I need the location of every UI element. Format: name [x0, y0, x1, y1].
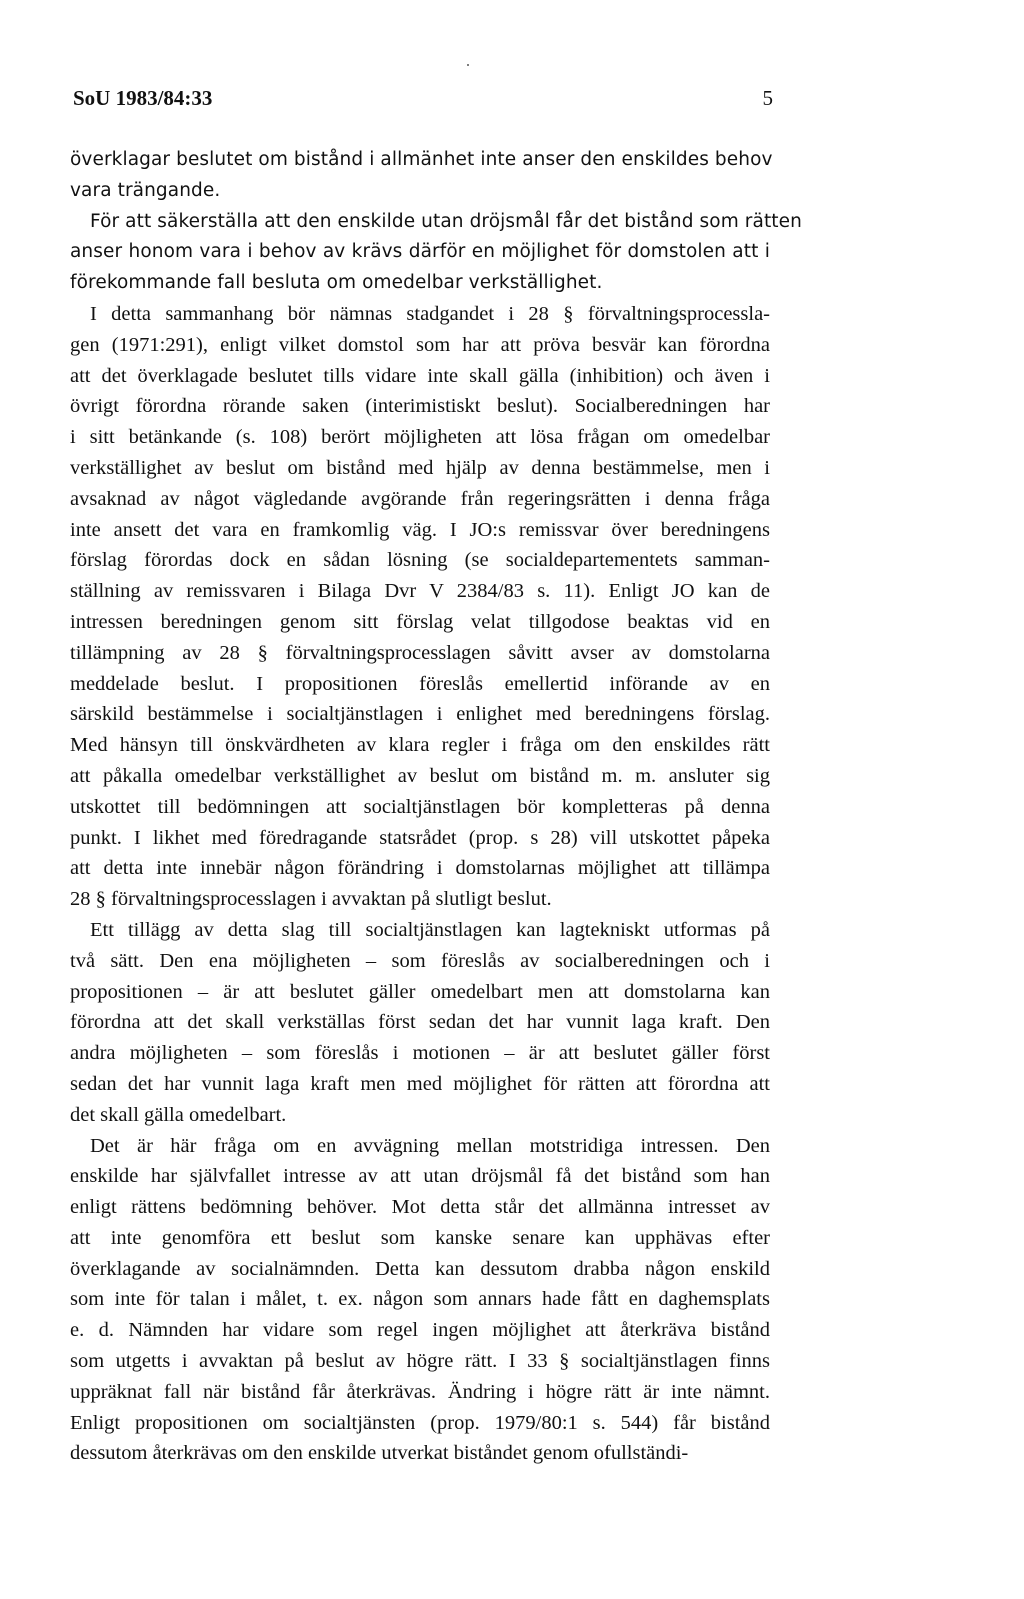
text-line: enskilde har självfallet intresse av att utan dröjsmål få det bistånd som han	[70, 1165, 770, 1188]
text-line: som inte för talan i målet, t. ex. någon som annars hade fått en daghemsplats	[70, 1288, 770, 1311]
text-line: ställning av remissvaren i Bilaga Dvr V 2384/83 s. 11). Enligt JO kan de	[70, 580, 770, 603]
text-line: enligt rättens bedömning behöver. Mot detta står det allmänna intresset av	[70, 1196, 770, 1219]
paragraph	[70, 299, 770, 915]
text-line: propositionen – är att beslutet gäller omedelbart men att domstolarna kan	[70, 980, 770, 1003]
text-line: avsaknad av något vägledande avgörande från regeringsrätten i denna fråga	[70, 487, 770, 510]
text-line: vara trängande.	[70, 179, 221, 201]
text-line: I detta sammanhang bör nämnas stadgandet i 28 § förvaltningsprocessla-	[90, 302, 770, 325]
text-line: förordna att det skall verkställas först sedan det har vunnit laga kraft. Den	[70, 1011, 770, 1034]
document-body	[70, 145, 802, 1469]
text-line: Ett tillägg av detta slag till socialtjänstlagen kan lagtekniskt utformas på	[90, 918, 770, 941]
text-line: uppräknat fall när bistånd får återkrävas. Ändring i högre rätt är inte nämnt.	[70, 1380, 770, 1403]
text-line: som utgetts i avvaktan på beslut av högre rätt. I 33 § socialtjänstlagen finns	[70, 1350, 770, 1373]
text-line: För att säkerställa att den enskilde utan dröjsmål får det bistånd som rätten	[90, 210, 802, 232]
scan-speck	[467, 64, 469, 66]
text-line: dessutom återkrävas om den enskilde utverkat biståndet genom ofullständi-	[70, 1442, 689, 1465]
text-line: att det överklagade beslutet tills vidare inte skall gälla (inhibition) och även i	[70, 364, 770, 387]
text-line: andra möjligheten – som föreslås i motionen – är att beslutet gäller först	[70, 1042, 770, 1065]
document-identifier: SoU 1983/84:33	[73, 86, 213, 110]
text-line: i sitt betänkande (s. 108) berört möjligheten att lösa frågan om omedelbar	[70, 426, 770, 449]
text-line: det skall gälla omedelbart.	[70, 1103, 287, 1126]
text-line: Det är här fråga om en avvägning mellan motstridiga intressen. Den	[90, 1134, 770, 1157]
text-line: meddelade beslut. I propositionen föreslås emellertid införande av en	[70, 672, 770, 695]
text-line: förekommande fall besluta om omedelbar verkställighet.	[70, 272, 603, 294]
text-line: överklagar beslutet om bistånd i allmänhet inte anser den enskildes behov	[70, 149, 773, 170]
text-line: intressen beredningen genom sitt förslag velat tillgodose beaktas vid en	[70, 610, 770, 633]
text-line: gen (1971:291), enligt vilket domstol som har att pröva besvär kan förordna	[70, 333, 770, 356]
text-line: två sätt. Den ena möjligheten – som föreslås av socialberedningen och i	[70, 949, 770, 972]
text-line: att inte genomföra ett beslut som kanske senare kan upphävas efter	[70, 1226, 770, 1249]
text-line: verkställighet av beslut om bistånd med hjälp av denna bestämmelse, men i	[70, 456, 770, 479]
text-line: tillämpning av 28 § förvaltningsprocesslagen såvitt avser av domstolarna	[70, 641, 770, 664]
text-line: förslag förordas dock en sådan lösning (se socialdepartementets samman-	[70, 549, 770, 572]
paragraph	[70, 915, 770, 1131]
text-line: 28 § förvaltningsprocesslagen i avvaktan på slutligt beslut.	[70, 888, 552, 911]
text-line: anser honom vara i behov av krävs därför en möjlighet för domstolen att i	[70, 241, 770, 263]
text-line: sedan det har vunnit laga kraft men med möjlighet för rätten att förordna att	[70, 1072, 770, 1095]
text-line: överklagande av socialnämnden. Detta kan dessutom drabba någon enskild	[70, 1257, 770, 1280]
text-line: inte ansett det vara en framkomlig väg. I JO:s remissvar över beredningens	[70, 518, 770, 541]
text-line: särskild bestämmelse i socialtjänstlagen i enlighet med beredningens förslag.	[70, 703, 770, 726]
text-line: övrigt förordna rörande saken (interimistiskt beslut). Socialberedningen har	[70, 395, 770, 418]
text-line: Med hänsyn till önskvärdheten av klara regler i fråga om den enskildes rätt	[70, 734, 770, 757]
page-header	[73, 86, 773, 116]
text-line: e. d. Nämnden har vidare som regel ingen möjlighet att återkräva bistånd	[70, 1319, 770, 1342]
text-line: att detta inte innebär någon förändring i domstolarnas möjlighet att tillämpa	[70, 857, 770, 880]
text-line: Enligt propositionen om socialtjänsten (prop. 1979/80:1 s. 544) får bistånd	[70, 1411, 770, 1434]
text-line: utskottet till bedömningen att socialtjänstlagen bör kompletteras på denna	[70, 795, 770, 818]
page-number: 5	[762, 86, 773, 110]
paragraph	[70, 1131, 770, 1470]
text-line: punkt. I likhet med föredragande statsrådet (prop. s 28) vill utskottet påpeka	[70, 826, 770, 849]
text-line: att påkalla omedelbar verkställighet av beslut om bistånd m. m. ansluter sig	[70, 764, 770, 787]
paragraph	[70, 207, 802, 299]
paragraph	[70, 145, 773, 207]
